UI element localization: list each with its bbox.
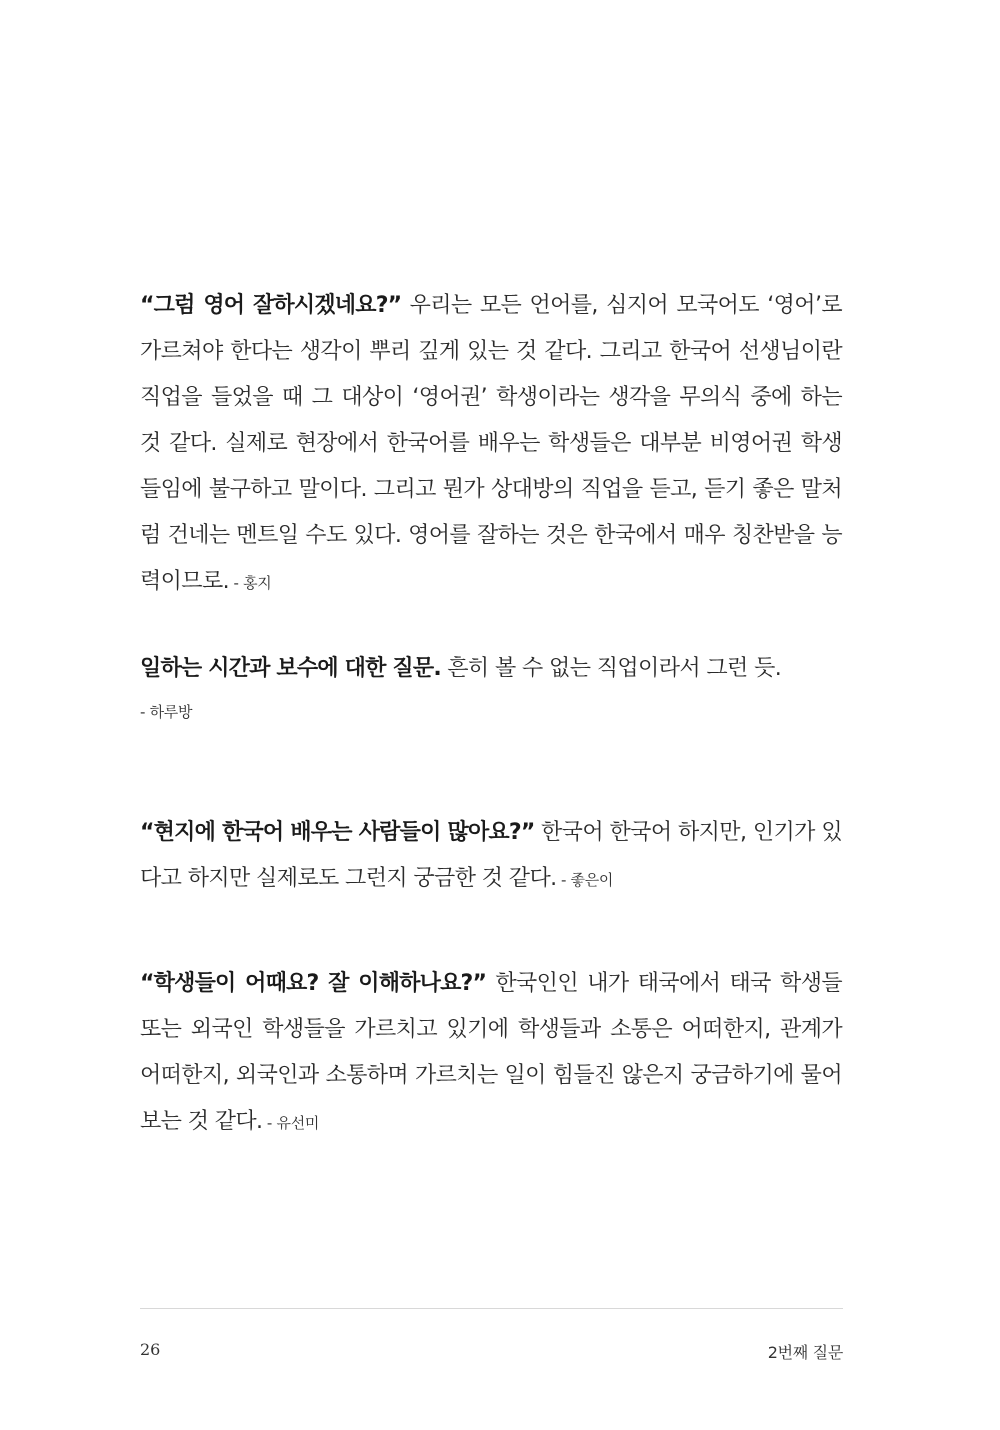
- answer-text: 흔히 볼 수 없는 직업이라서 그런 듯.: [440, 656, 782, 681]
- question-quote: 일하는 시간과 보수에 대한 질문.: [140, 656, 441, 681]
- answer-text: 우리는 모든 언어를, 심지어 모국어도 ‘영어’로 가르쳐야 한다는 생각이 뿌리 깊게 있는 것 같다. 그리고 한국어 선생님이란 직업을 들었을 때 그 대상이 ‘영어권’ 학생이라는 생각을 무의식 중에 하는 것 같다. 실제로 현장에서 한국어를 배우는 학생들은 대부분 비영어권 학생들임에 불구하고 말이다. 그리고 뭔가 상대방의 직업을 듣고, 듣기 좋은 말처럼 건네는 멘트일 수도 있다. 영어를 잘하는 것은 한국에서 매우 칭찬받을 능력이므로.: [140, 293, 842, 594]
- page-number: 26: [140, 1340, 161, 1359]
- answer-entry-4: [140, 961, 842, 1146]
- footer-divider: [140, 1308, 843, 1309]
- author-name: - 홍지: [229, 574, 272, 592]
- question-quote: “현지에 한국어 배우는 사람들이 많아요?”: [140, 820, 535, 845]
- author-name: - 하루방: [140, 703, 193, 721]
- answer-entry-3: [140, 810, 842, 903]
- chapter-title: 2번째 질문: [767, 1343, 843, 1362]
- author-name: - 유선미: [262, 1114, 320, 1132]
- author-name: - 좋은이: [556, 871, 614, 889]
- answer-entry-2: [140, 646, 842, 732]
- answer-text: 한국어 한국어 하지만, 인기가 있다고 하지만 실제로도 그런지 궁금한 것 같다.: [140, 820, 843, 891]
- question-quote: “그럼 영어 잘하시겠네요?”: [140, 293, 402, 318]
- answer-text: 한국인인 내가 태국에서 태국 학생들 또는 외국인 학생들을 가르치고 있기에 학생들과 소통은 어떠한지, 관계가 어떠한지, 외국인과 소통하며 가르치는 일이 힘들진 않은지 궁금하기에 물어보는 것 같다.: [140, 971, 842, 1134]
- question-quote: “학생들이 어때요? 잘 이해하나요?”: [140, 971, 487, 996]
- page-content: [140, 283, 842, 1146]
- answer-entry-1: [140, 283, 842, 606]
